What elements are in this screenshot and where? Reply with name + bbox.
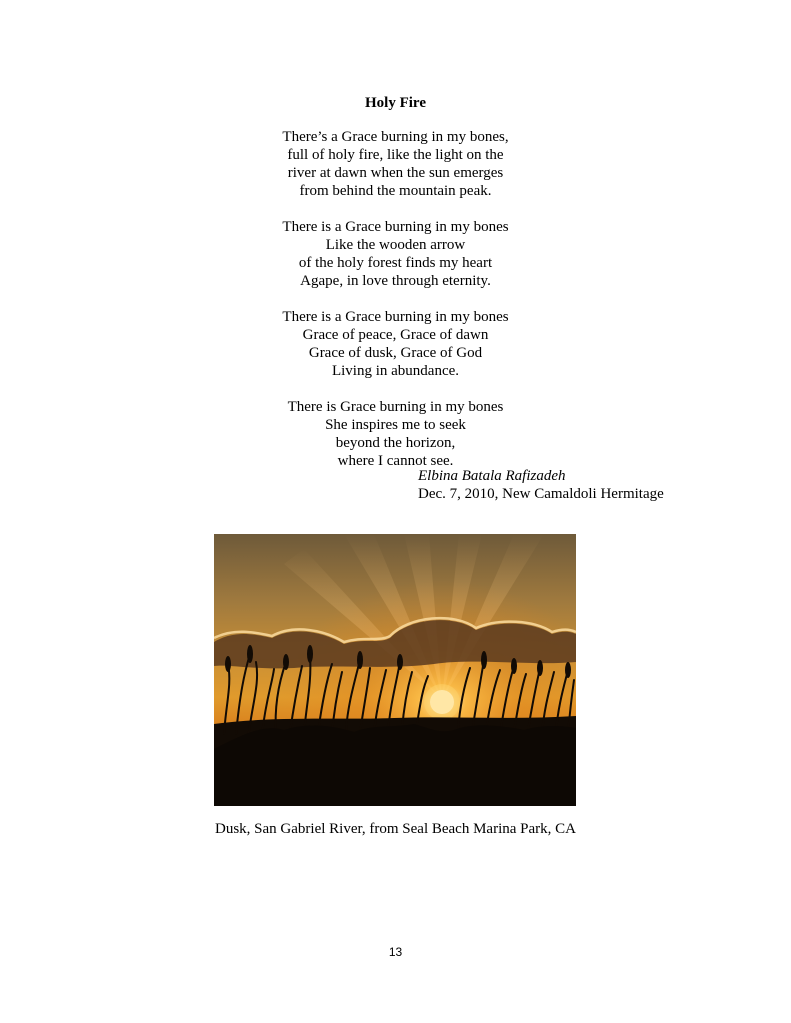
poem-line: There’s a Grace burning in my bones,	[282, 129, 509, 145]
stanza-4	[0, 398, 791, 470]
poem-line: beyond the horizon,	[335, 435, 456, 451]
poem-body	[0, 128, 791, 488]
page-number: 13	[388, 945, 403, 959]
poem-line: Grace of peace, Grace of dawn	[302, 327, 489, 343]
poem-line: of the holy forest finds my heart	[298, 255, 493, 271]
poem-line: Living in abundance.	[331, 363, 460, 379]
stanza-3	[0, 308, 791, 380]
poem-line: Like the wooden arrow	[325, 237, 466, 253]
poem-line: where I cannot see.	[337, 453, 454, 469]
poem-title: Holy Fire	[365, 95, 426, 111]
poem-attribution	[418, 467, 664, 503]
poem-line: from behind the mountain peak.	[299, 183, 492, 199]
author-name: Elbina Batala Rafizadeh	[418, 468, 566, 484]
poem-line: full of holy fire, like the light on the	[287, 147, 504, 163]
poem-line: There is a Grace burning in my bones	[282, 219, 509, 235]
sunset-photo	[214, 534, 576, 806]
stanza-2	[0, 218, 791, 290]
poem-line: There is Grace burning in my bones	[287, 399, 504, 415]
poem-line: She inspires me to seek	[325, 417, 466, 433]
stanza-1	[0, 128, 791, 200]
poem-line: river at dawn when the sun emerges	[287, 165, 504, 181]
poem-line: Agape, in love through eternity.	[300, 273, 491, 289]
poem-line: Grace of dusk, Grace of God	[308, 345, 483, 361]
photo-caption: Dusk, San Gabriel River, from Seal Beach Marina Park, CA	[215, 821, 576, 837]
date-place: Dec. 7, 2010, New Camaldoli Hermitage	[418, 486, 664, 502]
poem-line: There is a Grace burning in my bones	[282, 309, 509, 325]
